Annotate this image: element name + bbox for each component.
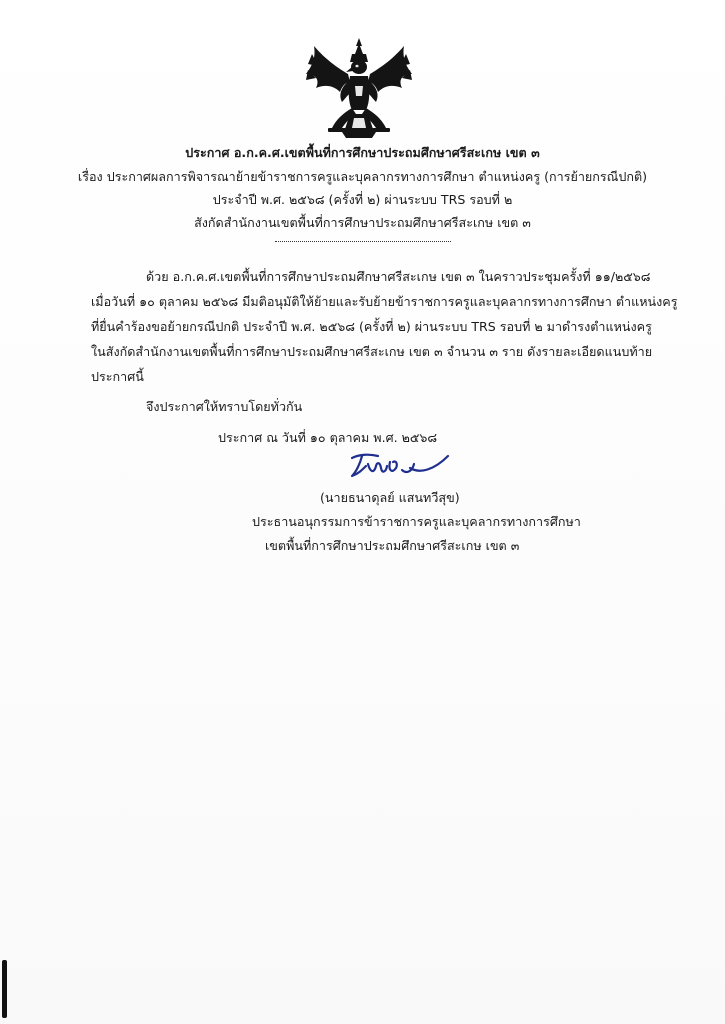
handwritten-signature-icon — [344, 448, 454, 482]
scan-edge-mark — [2, 960, 7, 1018]
signer-position-line-1: ประธานอนุกรรมการข้าราชการครูและบุคลากรทางการศึกษา — [252, 514, 581, 529]
body-line-1: ด้วย อ.ก.ค.ศ.เขตพื้นที่การศึกษาประถมศึกษาศรีสะเกษ เขต ๓ ในคราวประชุมครั้งที่ ๑๑/๒๕๖๘ — [146, 269, 651, 284]
closing-statement: จึงประกาศให้ทราบโดยทั่วกัน — [146, 399, 303, 414]
announcement-title: ประกาศ อ.ก.ค.ศ.เขตพื้นที่การศึกษาประถมศึกษาศรีสะเกษ เขต ๓ — [185, 145, 540, 160]
signer-name: (นายธนาดุลย์ แสนทวีสุข) — [320, 490, 460, 505]
announcement-date: ประกาศ ณ วันที่ ๑๐ ตุลาคม พ.ศ. ๒๕๖๘ — [218, 430, 438, 445]
subject-line-1: เรื่อง ประกาศผลการพิจารณาย้ายข้าราชการครูและบุคลากรทางการศึกษา ตำแหน่งครู (การย้ายกรณีปกติ) — [77, 169, 648, 184]
signer-position-line-2: เขตพื้นที่การศึกษาประถมศึกษาศรีสะเกษ เขต ๓ — [265, 538, 520, 553]
body-line-2: เมื่อวันที่ ๑๐ ตุลาคม ๒๕๖๘ มีมติอนุมัติให้ย้ายและรับย้ายข้าราชการครูและบุคลากรทางการศึกษา ตำแหน่งครู — [91, 294, 678, 309]
body-line-4: ในสังกัดสำนักงานเขตพื้นที่การศึกษาประถมศึกษาศรีสะเกษ เขต ๓ จำนวน ๓ ราย ดังรายละเอียดแนบท้าย — [91, 344, 653, 359]
garuda-emblem-icon — [302, 36, 416, 140]
dotted-separator — [275, 241, 451, 242]
subject-line-2: ประจำปี พ.ศ. ๒๕๖๘ (ครั้งที่ ๒) ผ่านระบบ TRS รอบที่ ๒ — [212, 192, 513, 207]
body-line-3: ที่ยื่นคำร้องขอย้ายกรณีปกติ ประจำปี พ.ศ. ๒๕๖๘ (ครั้งที่ ๒) ผ่านระบบ TRS รอบที่ ๒ มาดำรงตำแหน่งครู — [91, 319, 652, 334]
subject-line-3: สังกัดสำนักงานเขตพื้นที่การศึกษาประถมศึกษาศรีสะเกษ เขต ๓ — [194, 215, 531, 230]
body-line-5: ประกาศนี้ — [91, 369, 144, 384]
